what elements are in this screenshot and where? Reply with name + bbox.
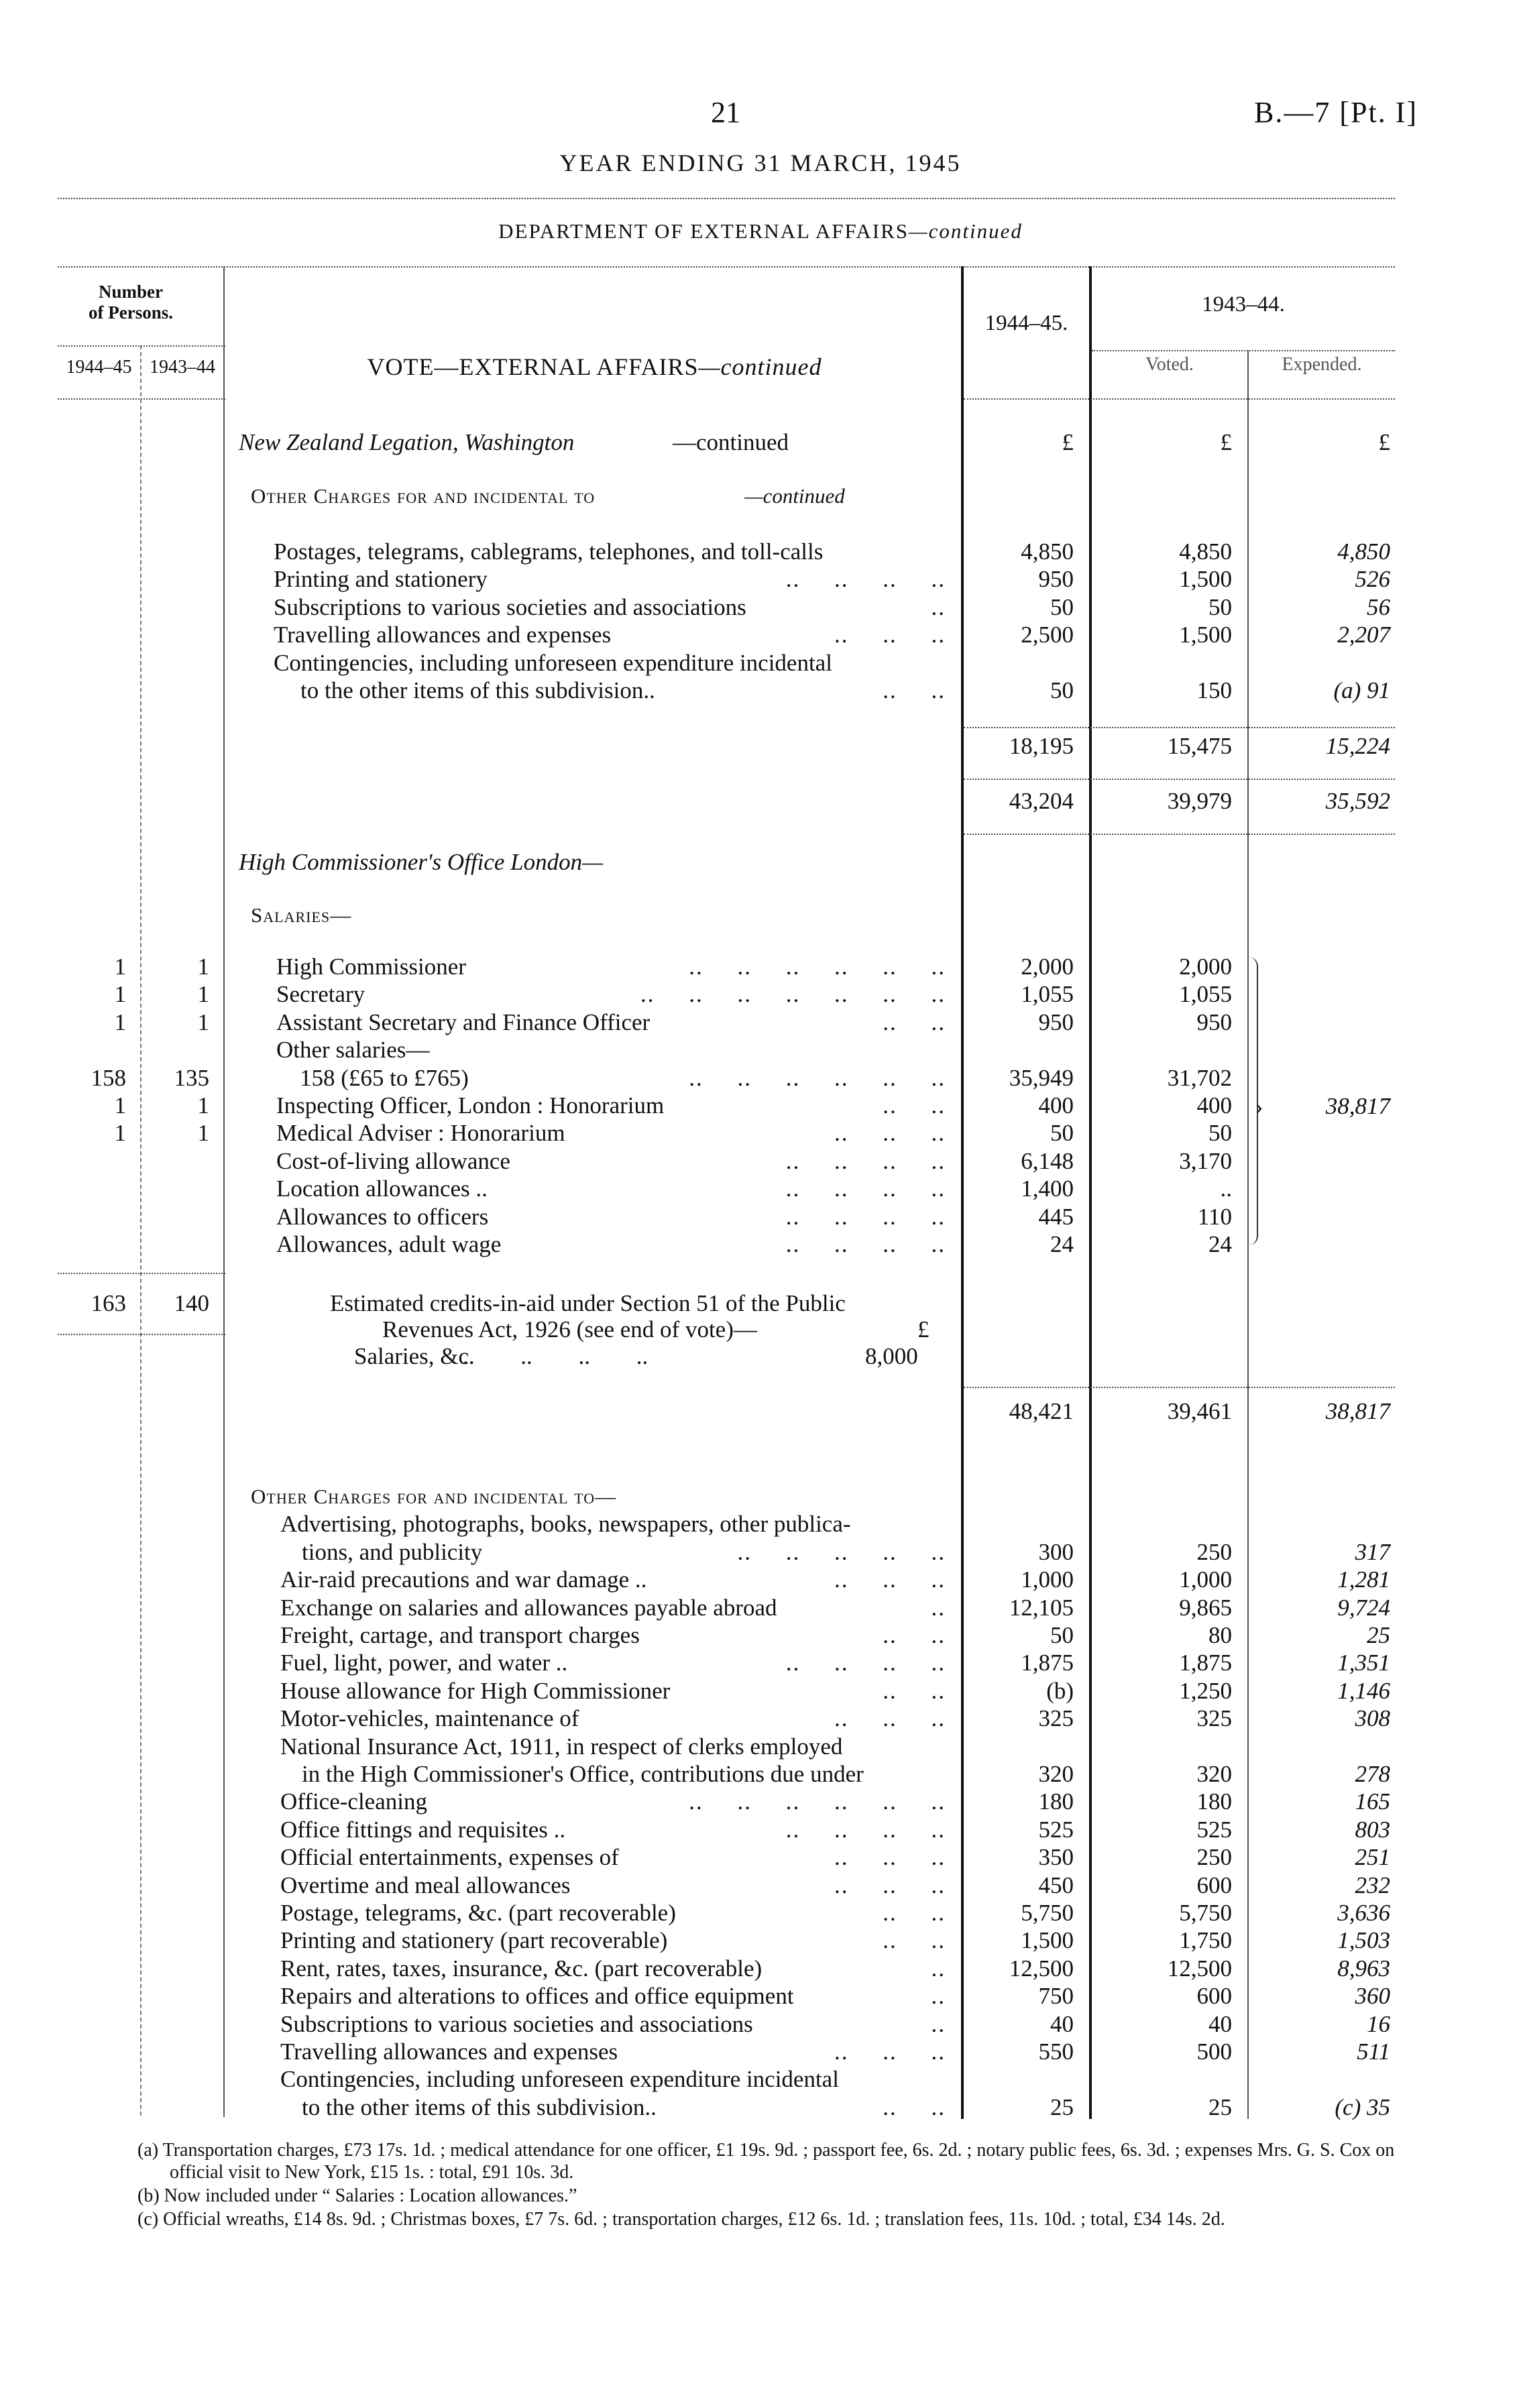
- table-top-rule: [58, 266, 1395, 268]
- dot-leader: ..: [931, 2010, 946, 2037]
- item-description: Allowances to officers: [276, 1203, 489, 1230]
- persons-1943-44: 135: [174, 1064, 209, 1091]
- item-description: Office fittings and requisites ..: [280, 1816, 566, 1843]
- column-header-voted: Voted.: [1145, 354, 1194, 375]
- subheading: Other Charges for and incidental to: [251, 484, 596, 508]
- item-description: Location allowances ..: [276, 1176, 488, 1202]
- credits-amount: 8,000: [865, 1343, 918, 1369]
- amount-1944-45: 320: [1038, 1761, 1074, 1787]
- amount-expended-1943-44: 803: [1355, 1816, 1390, 1843]
- amount-expended-1943-44: 360: [1355, 1983, 1390, 2010]
- total-rule: [964, 779, 1395, 780]
- dot-leader: .. .. .. ..: [785, 1231, 946, 1257]
- dot-leader: .. .. .. ..: [785, 1650, 946, 1676]
- amount-expended-1943-44: 317: [1355, 1538, 1390, 1565]
- amount-1944-45: 180: [1038, 1788, 1074, 1815]
- subheading-suffix: —continued: [744, 484, 845, 508]
- amount-1944-45: 1,000: [1021, 1566, 1074, 1593]
- item-description: Cost-of-living allowance: [276, 1147, 510, 1174]
- department-name: DEPARTMENT OF EXTERNAL AFFAIRS: [498, 219, 909, 243]
- amount-1944-45: 50: [1050, 677, 1074, 703]
- amount-1944-45: 325: [1038, 1705, 1074, 1732]
- amount-1944-45: 48,421: [1009, 1398, 1074, 1424]
- column-header-expended: Expended.: [1282, 354, 1362, 375]
- persons-1944-45: 1: [114, 954, 126, 980]
- salaries-brace-tip: ›: [1255, 1094, 1263, 1119]
- amount-voted-1943-44: 50: [1208, 593, 1232, 620]
- persons-1943-44: 1: [197, 1009, 209, 1035]
- department-suffix: —continued: [909, 219, 1023, 243]
- salaries-expended-row: [0, 1092, 1521, 1120]
- table-row: [0, 1955, 1521, 1982]
- amount-expended-1943-44: 165: [1355, 1788, 1390, 1815]
- table-row: [0, 1872, 1521, 1899]
- amount-expended-1943-44: 1,351: [1337, 1650, 1390, 1676]
- table-row: [0, 1705, 1521, 1732]
- section-title: New Zealand Legation, Washington: [239, 429, 575, 455]
- item-description: Advertising, photographs, books, newspapers, other publica-: [280, 1511, 851, 1538]
- table-row: [0, 1843, 1521, 1871]
- column-header-1943-44: 1943–44.: [1202, 292, 1285, 317]
- header-bottom-rule-amounts: [964, 398, 1395, 400]
- dot-leader: .. ..: [883, 1900, 946, 1926]
- amount-voted-1943-44: 80: [1208, 1622, 1232, 1648]
- amount-expended-1943-44: 278: [1355, 1761, 1390, 1787]
- table-row: [0, 1119, 1521, 1147]
- amount-1944-45: 525: [1038, 1816, 1074, 1843]
- amount-expended-1943-44: 1,146: [1337, 1677, 1390, 1704]
- dot-leader: .. ..: [883, 1009, 946, 1035]
- item-description: Overtime and meal allowances: [280, 1872, 571, 1898]
- amount-1944-45: 550: [1038, 2039, 1074, 2065]
- table-row: [0, 980, 1521, 1008]
- amount-1944-45: 1,055: [1021, 981, 1074, 1008]
- dot-leader: ..: [931, 1983, 946, 2010]
- table-row: [0, 1009, 1521, 1036]
- table-row: [0, 2038, 1521, 2065]
- vote-title-suffix: —continued: [698, 353, 822, 380]
- amount-expended-1943-44: 2,207: [1337, 622, 1390, 648]
- amount-voted-1943-44: 1,500: [1179, 622, 1232, 648]
- persons-label-2: of Persons.: [89, 302, 173, 323]
- item-description: Air-raid precautions and war damage ..: [280, 1566, 647, 1593]
- amount-voted-1943-44: 1,000: [1179, 1566, 1232, 1593]
- subtotal-rule: [964, 727, 1395, 728]
- dot-leader: .. ..: [883, 1092, 946, 1119]
- item-description: Travelling allowances and expenses: [274, 622, 612, 648]
- table-row: [0, 677, 1521, 704]
- amount-voted-1943-44: 12,500: [1167, 1955, 1232, 1982]
- table-row: [0, 1816, 1521, 1843]
- item-description: Postage, telegrams, &c. (part recoverable): [280, 1900, 676, 1926]
- amount-voted-1943-44: ..: [1220, 1176, 1232, 1202]
- amount-1944-45: 750: [1038, 1983, 1074, 2010]
- table-row: [0, 1566, 1521, 1593]
- amount-voted-1943-44: 4,850: [1179, 538, 1232, 565]
- item-description: High Commissioner: [276, 954, 466, 980]
- table-row: [0, 1538, 1521, 1566]
- amount-expended-1943-44: 38,817: [1325, 1398, 1390, 1424]
- amount-voted-1943-44: 2,000: [1179, 954, 1232, 980]
- persons-total-1944-45: 163: [91, 1290, 126, 1316]
- section-title-suffix: —continued: [673, 429, 789, 455]
- amount-expended-1943-44: (c) 35: [1335, 2094, 1390, 2120]
- amount-voted-1943-44: 320: [1196, 1761, 1232, 1787]
- amount-voted-1943-44: 1,875: [1179, 1650, 1232, 1676]
- amount-1944-45: 2,500: [1021, 622, 1074, 648]
- subheading-other-charges: [0, 1483, 1521, 1510]
- subheading-other-charges: [0, 482, 1521, 510]
- amount-1944-45: 450: [1038, 1872, 1074, 1898]
- amount-voted-1943-44: 110: [1197, 1203, 1232, 1230]
- persons-year-1943: 1943–44: [150, 357, 215, 378]
- item-description: Assistant Secretary and Finance Officer: [276, 1009, 651, 1035]
- persons-label-1: Number: [99, 282, 163, 302]
- table-row: [0, 1230, 1521, 1258]
- column-header-1944-45: 1944–45.: [984, 311, 1068, 335]
- amount-expended-1943-44: 308: [1355, 1705, 1390, 1732]
- amount-1944-45: 950: [1038, 566, 1074, 593]
- amount-1944-45: 300: [1038, 1538, 1074, 1565]
- amount-expended-1943-44: 251: [1355, 1844, 1390, 1871]
- amount-1944-45: 6,148: [1021, 1147, 1074, 1174]
- item-description: Secretary: [276, 981, 365, 1008]
- total-bottom-rule: [964, 834, 1395, 835]
- item-description: tions, and publicity: [302, 1538, 483, 1565]
- currency-1944-45: £: [1062, 429, 1074, 455]
- year-heading: YEAR ENDING 31 MARCH, 1945: [559, 150, 962, 176]
- dot-leader: .. .. ..: [834, 1872, 946, 1898]
- footnote-a: (a) Transportation charges, £73 17s. 1d. ; medical attendance for one officer, £1 19s. 9d. ; passport fee, 6s. 2d. ; notary public fees, 6s. 3d. ; expenses Mrs. G. S. Cox on official visit to New York, £15 1s. : total, £91 10s. 3d.: [137, 2140, 1395, 2183]
- amount-expended-1943-44: (a) 91: [1333, 677, 1390, 703]
- dot-leader: .. .. ..: [834, 2039, 946, 2065]
- table-row: [0, 1175, 1521, 1202]
- amount-voted-1943-44: 250: [1196, 1844, 1232, 1871]
- persons-1943-44: 1: [197, 1092, 209, 1119]
- table-row: [0, 621, 1521, 648]
- table-row: [0, 2010, 1521, 2038]
- salaries-heading: Salaries—: [251, 903, 352, 927]
- amount-expended-1943-44: 511: [1357, 2039, 1390, 2065]
- dot-leader: .. .. .. .. .. ..: [689, 954, 946, 980]
- credits-in-aid-row: [0, 1342, 1521, 1370]
- currency-voted: £: [1220, 429, 1232, 455]
- persons-1944-45: 1: [114, 1092, 126, 1119]
- header-bottom-rule-persons: [58, 398, 225, 400]
- amount-voted-1943-44: 500: [1196, 2039, 1232, 2065]
- amount-voted-1943-44: 250: [1196, 1538, 1232, 1565]
- amount-voted-1943-44: 180: [1196, 1788, 1232, 1815]
- dot-leader: .. .. .. .. .. ..: [689, 1788, 946, 1815]
- credits-line: Salaries, &c.: [354, 1343, 475, 1369]
- amount-1944-45: 445: [1038, 1203, 1074, 1230]
- persons-total-rule: [58, 1273, 225, 1274]
- amount-1944-45: 40: [1050, 2010, 1074, 2037]
- salaries-total-rule: [964, 1387, 1395, 1388]
- table-row: [0, 1147, 1521, 1175]
- amount-voted-1943-44: 40: [1208, 2010, 1232, 2037]
- subheader-rule: [1092, 350, 1395, 351]
- table-row: [0, 649, 1521, 677]
- amount-1944-45: 24: [1050, 1231, 1074, 1257]
- amount-voted-1943-44: 3,170: [1179, 1147, 1232, 1174]
- page-number: 21: [711, 96, 740, 129]
- credits-in-aid-row: [0, 1316, 1521, 1343]
- item-description: Subscriptions to various societies and associations: [274, 593, 746, 620]
- credits-line: Revenues Act, 1926 (see end of vote)—: [382, 1316, 757, 1342]
- table-row: [0, 1064, 1521, 1092]
- item-description: in the High Commissioner's Office, contributions due under: [302, 1761, 864, 1787]
- dot-leader: .. .. .. .. ..: [737, 1538, 946, 1565]
- item-description: Office-cleaning: [280, 1788, 427, 1815]
- amount-voted-1943-44: 39,461: [1167, 1398, 1232, 1424]
- item-description: Inspecting Officer, London : Honorarium: [276, 1092, 665, 1119]
- amount-voted-1943-44: 1,055: [1179, 981, 1232, 1008]
- item-description: Subscriptions to various societies and associations: [280, 2010, 753, 2037]
- amount-voted-1943-44: 5,750: [1179, 1900, 1232, 1926]
- amount-expended-1943-44: 9,724: [1337, 1594, 1390, 1621]
- amount-expended-1943-44: 1,281: [1337, 1566, 1390, 1593]
- dot-leader: .. ..: [883, 1622, 946, 1648]
- dot-leader: .. .. .. ..: [785, 1176, 946, 1202]
- table-row: [0, 1510, 1521, 1538]
- amount-expended-1943-44: 4,850: [1337, 538, 1390, 565]
- subtotal-row: [0, 732, 1521, 760]
- table-row: [0, 1982, 1521, 2010]
- section-title-legation: [0, 428, 1521, 456]
- total-row: [0, 787, 1521, 815]
- department-heading: [0, 219, 1521, 243]
- dot-leader: .. .. .. ..: [785, 1203, 946, 1230]
- amount-voted-1943-44: 950: [1196, 1009, 1232, 1035]
- amount-1944-45: 50: [1050, 593, 1074, 620]
- divider: [58, 198, 1395, 199]
- amount-1944-45: 950: [1038, 1009, 1074, 1035]
- table-row: [0, 1036, 1521, 1064]
- amount-1944-45: 2,000: [1021, 954, 1074, 980]
- section-title: High Commissioner's Office London—: [239, 849, 604, 875]
- item-description: to the other items of this subdivision..: [300, 677, 655, 703]
- item-description: Rent, rates, taxes, insurance, &c. (part recoverable): [280, 1955, 763, 1982]
- table-row: [0, 1621, 1521, 1649]
- amount-expended-1943-44: 232: [1355, 1872, 1390, 1898]
- dot-leader: .. ..: [883, 2094, 946, 2120]
- credits-currency: £: [917, 1316, 929, 1342]
- dot-leader: .. .. .. ..: [785, 1816, 946, 1843]
- persons-total-1943-44: 140: [174, 1290, 209, 1316]
- amount-1944-45: 43,204: [1009, 788, 1074, 814]
- amount-expended-1943-44: 38,817: [1325, 1093, 1390, 1119]
- item-description: House allowance for High Commissioner: [280, 1677, 671, 1704]
- amount-1944-45: 12,105: [1009, 1594, 1074, 1621]
- item-description: National Insurance Act, 1911, in respect of clerks employed: [280, 1733, 843, 1760]
- table-row: [0, 1594, 1521, 1621]
- persons-1944-45: 158: [91, 1064, 126, 1091]
- table-row: [0, 1899, 1521, 1927]
- amount-1944-45: 1,875: [1021, 1650, 1074, 1676]
- table-row: [0, 1649, 1521, 1676]
- salaries-total-row: [0, 1397, 1521, 1425]
- item-description: 158 (£65 to £765): [300, 1064, 469, 1091]
- amount-voted-1943-44: 9,865: [1179, 1594, 1232, 1621]
- persons-year-1944: 1944–45: [66, 357, 132, 378]
- table-row: [0, 593, 1521, 621]
- dot-leader: .. ..: [883, 1927, 946, 1954]
- table-row: [0, 1788, 1521, 1815]
- amount-expended-1943-44: 56: [1367, 593, 1390, 620]
- table-row: [0, 2094, 1521, 2121]
- document-reference: B.—7 [Pt. I]: [1254, 96, 1418, 129]
- footnote-b: (b) Now included under “ Salaries : Location allowances.”: [137, 2185, 577, 2206]
- amount-1944-45: 1,500: [1021, 1927, 1074, 1954]
- amount-voted-1943-44: 325: [1196, 1705, 1232, 1732]
- persons-rule: [58, 345, 225, 347]
- dot-leader: ..: [931, 1594, 946, 1621]
- amount-1944-45: 18,195: [1009, 733, 1074, 759]
- amount-expended-1943-44: 16: [1367, 2010, 1390, 2037]
- amount-1944-45: 35,949: [1009, 1064, 1074, 1091]
- amount-voted-1943-44: 1,750: [1179, 1927, 1232, 1954]
- item-description: Repairs and alterations to offices and office equipment: [280, 1983, 794, 2010]
- table-row: [0, 953, 1521, 980]
- dot-leader: .. .. .. ..: [785, 1147, 946, 1174]
- persons-header: [40, 282, 221, 323]
- dot-leader: .. ..: [883, 1677, 946, 1704]
- amount-1944-45: 25: [1050, 2094, 1074, 2120]
- item-description: Motor-vehicles, maintenance of: [280, 1705, 579, 1732]
- credits-in-aid-row: [0, 1289, 1521, 1317]
- dot-leader: ..: [931, 1955, 946, 1982]
- dot-leader: .. .. ..: [834, 622, 946, 648]
- item-description: Printing and stationery: [274, 566, 488, 593]
- dot-leader: .. .. .. .. .. ..: [689, 1064, 946, 1091]
- currency-expended: £: [1378, 429, 1390, 455]
- amount-voted-1943-44: 600: [1196, 1983, 1232, 2010]
- table-row: [0, 1733, 1521, 1760]
- dot-leader: .. .. .. ..: [463, 1343, 649, 1369]
- item-description: Freight, cartage, and transport charges: [280, 1622, 640, 1648]
- dot-leader: .. .. .. ..: [785, 566, 946, 593]
- vote-title: [228, 353, 961, 381]
- item-description: Travelling allowances and expenses: [280, 2039, 618, 2065]
- item-description: to the other items of this subdivision..: [302, 2094, 657, 2120]
- amount-1944-45: 400: [1038, 1092, 1074, 1119]
- amount-1944-45: (b): [1046, 1677, 1074, 1704]
- persons-1944-45: 1: [114, 1009, 126, 1035]
- item-description: Other salaries—: [276, 1037, 430, 1064]
- item-description: Fuel, light, power, and water ..: [280, 1650, 568, 1676]
- persons-1943-44: 1: [197, 981, 209, 1008]
- table-row: [0, 1203, 1521, 1230]
- amount-expended-1943-44: 35,592: [1325, 788, 1390, 814]
- item-description: Medical Adviser : Honorarium: [276, 1120, 565, 1147]
- footnote-c: (c) Official wreaths, £14 8s. 9d. ; Christmas boxes, £7 7s. 6d. ; transportation charges, £12 6s. 1d. ; translation fees, 11s. 10d. ; total, £34 14s. 2d.: [137, 2209, 1225, 2230]
- amount-expended-1943-44: 1,503: [1337, 1927, 1390, 1954]
- amount-expended-1943-44: 526: [1355, 566, 1390, 593]
- amount-voted-1943-44: 150: [1196, 677, 1232, 703]
- table-row: [0, 1677, 1521, 1705]
- table-row: [0, 1760, 1521, 1788]
- amount-voted-1943-44: 600: [1196, 1872, 1232, 1898]
- amount-voted-1943-44: 1,500: [1179, 566, 1232, 593]
- amount-voted-1943-44: 525: [1196, 1816, 1232, 1843]
- dot-leader: .. .. ..: [834, 1705, 946, 1732]
- amount-expended-1943-44: 25: [1367, 1622, 1390, 1648]
- amount-expended-1943-44: 3,636: [1337, 1900, 1390, 1926]
- amount-1944-45: 4,850: [1021, 538, 1074, 565]
- item-description: Postages, telegrams, cablegrams, telephones, and toll-calls: [274, 538, 824, 565]
- item-description: Allowances, adult wage: [276, 1231, 502, 1257]
- table-row: [0, 1927, 1521, 1954]
- amount-voted-1943-44: 39,979: [1167, 788, 1232, 814]
- amount-1944-45: 12,500: [1009, 1955, 1074, 1982]
- amount-voted-1943-44: 31,702: [1167, 1064, 1232, 1091]
- amount-voted-1943-44: 15,475: [1167, 733, 1232, 759]
- dot-leader: ..: [931, 593, 946, 620]
- dot-leader: .. .. ..: [834, 1844, 946, 1871]
- section-title-london: [0, 848, 1521, 927]
- dot-leader: .. ..: [883, 677, 946, 703]
- amount-1944-45: 5,750: [1021, 1900, 1074, 1926]
- dot-leader: .. .. .. .. .. .. ..: [640, 981, 946, 1008]
- amount-1944-45: 50: [1050, 1622, 1074, 1648]
- amount-1944-45: 50: [1050, 1120, 1074, 1147]
- persons-1944-45: 1: [114, 1120, 126, 1147]
- amount-1944-45: 350: [1038, 1844, 1074, 1871]
- credits-line: Estimated credits-in-aid under Section 51 of the Public: [330, 1290, 846, 1316]
- dot-leader: .. .. ..: [834, 1120, 946, 1147]
- vote-title-text: VOTE—EXTERNAL AFFAIRS: [367, 353, 699, 380]
- amount-expended-1943-44: 8,963: [1337, 1955, 1390, 1982]
- amount-1944-45: 1,400: [1021, 1176, 1074, 1202]
- item-description: Contingencies, including unforeseen expenditure incidental: [274, 649, 832, 676]
- amount-voted-1943-44: 25: [1208, 2094, 1232, 2120]
- amount-voted-1943-44: 1,250: [1179, 1677, 1232, 1704]
- persons-1943-44: 1: [197, 1120, 209, 1147]
- amount-expended-1943-44: 15,224: [1325, 733, 1390, 759]
- persons-1944-45: 1: [114, 981, 126, 1008]
- persons-1943-44: 1: [197, 954, 209, 980]
- item-description: Official entertainments, expenses of: [280, 1844, 619, 1871]
- dot-leader: .. .. ..: [834, 1566, 946, 1593]
- amount-voted-1943-44: 400: [1196, 1092, 1232, 1119]
- amount-voted-1943-44: 24: [1208, 1231, 1232, 1257]
- table-row: [0, 538, 1521, 565]
- amount-voted-1943-44: 50: [1208, 1120, 1232, 1147]
- table-row: [0, 2065, 1521, 2093]
- subheading: Other Charges for and incidental to—: [251, 1485, 617, 1508]
- item-description: Exchange on salaries and allowances payable abroad: [280, 1594, 777, 1621]
- item-description: Printing and stationery (part recoverable): [280, 1927, 668, 1954]
- table-row: [0, 565, 1521, 593]
- item-description: Contingencies, including unforeseen expenditure incidental: [280, 2066, 839, 2093]
